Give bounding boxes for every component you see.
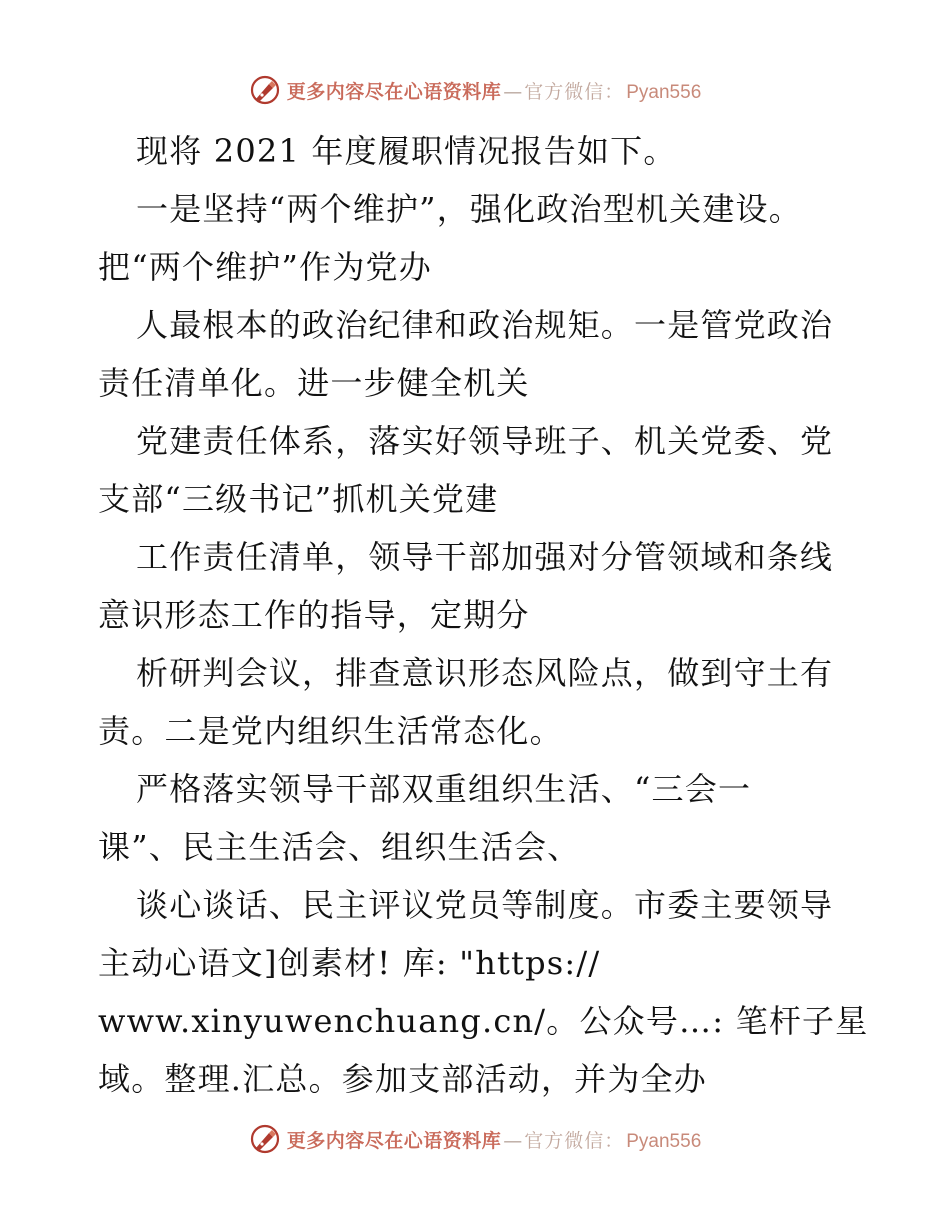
banner-dash: — [503, 1129, 523, 1152]
banner-main-text: 更多内容尽在心语资料库 [286, 80, 502, 103]
footer-banner-inner [249, 1123, 702, 1155]
header-banner-inner [249, 74, 702, 106]
header-banner-text [287, 77, 702, 104]
header-banner [0, 70, 950, 110]
banner-sub-text: 官方微信： [524, 80, 625, 103]
text-line: 现将 2021 年度履职情况报告如下。 [136, 132, 677, 170]
footer-banner [0, 1119, 950, 1159]
text-line: 意识形态工作的指导，定期分 [98, 596, 530, 634]
text-line: 责。二是党内组织生活常态化。 [98, 712, 563, 750]
banner-wechat-id: Pyan556 [626, 81, 702, 103]
text-line: 支部“三级书记”抓机关党建 [98, 480, 499, 518]
text-line: 把“两个维护”作为党办 [98, 248, 432, 286]
text-line: 责任清单化。进一步健全机关 [98, 364, 530, 402]
text-line: 严格落实领导干部双重组织生活、“三会一 [136, 770, 752, 808]
document-body [98, 122, 869, 1108]
text-line: 域。整理.汇总。参加支部活动，并为全办 [98, 1060, 707, 1098]
text-line: 一是坚持“两个维护”，强化政治型机关建设。 [136, 190, 802, 228]
text-line: 谈心谈话、民主评议党员等制度。市委主要领导 [136, 886, 834, 924]
text-line: 工作责任清单，领导干部加强对分管领域和条线 [136, 538, 834, 576]
text-line: www.xinyuwenchuang.cn/。公众号…: 笔杆子星 [98, 1002, 869, 1040]
text-line: 党建责任体系，落实好领导班子、机关党委、党 [136, 422, 834, 460]
banner-dash: — [503, 80, 523, 103]
pen-nib-logo-icon [249, 74, 281, 106]
banner-sub-text: 官方微信： [524, 1129, 625, 1152]
footer-banner-text [287, 1126, 702, 1153]
text-line: 析研判会议，排查意识形态风险点，做到守土有 [136, 654, 834, 692]
banner-wechat-id: Pyan556 [626, 1130, 702, 1152]
text-line: 主动心语文]创素材! 库: "https:// [98, 944, 601, 982]
banner-main-text: 更多内容尽在心语资料库 [286, 1129, 502, 1152]
pen-nib-logo-icon [249, 1123, 281, 1155]
text-line: 人最根本的政治纪律和政治规矩。一是管党政治 [136, 306, 834, 344]
text-line: 课”、民主生活会、组织生活会、 [98, 828, 581, 866]
